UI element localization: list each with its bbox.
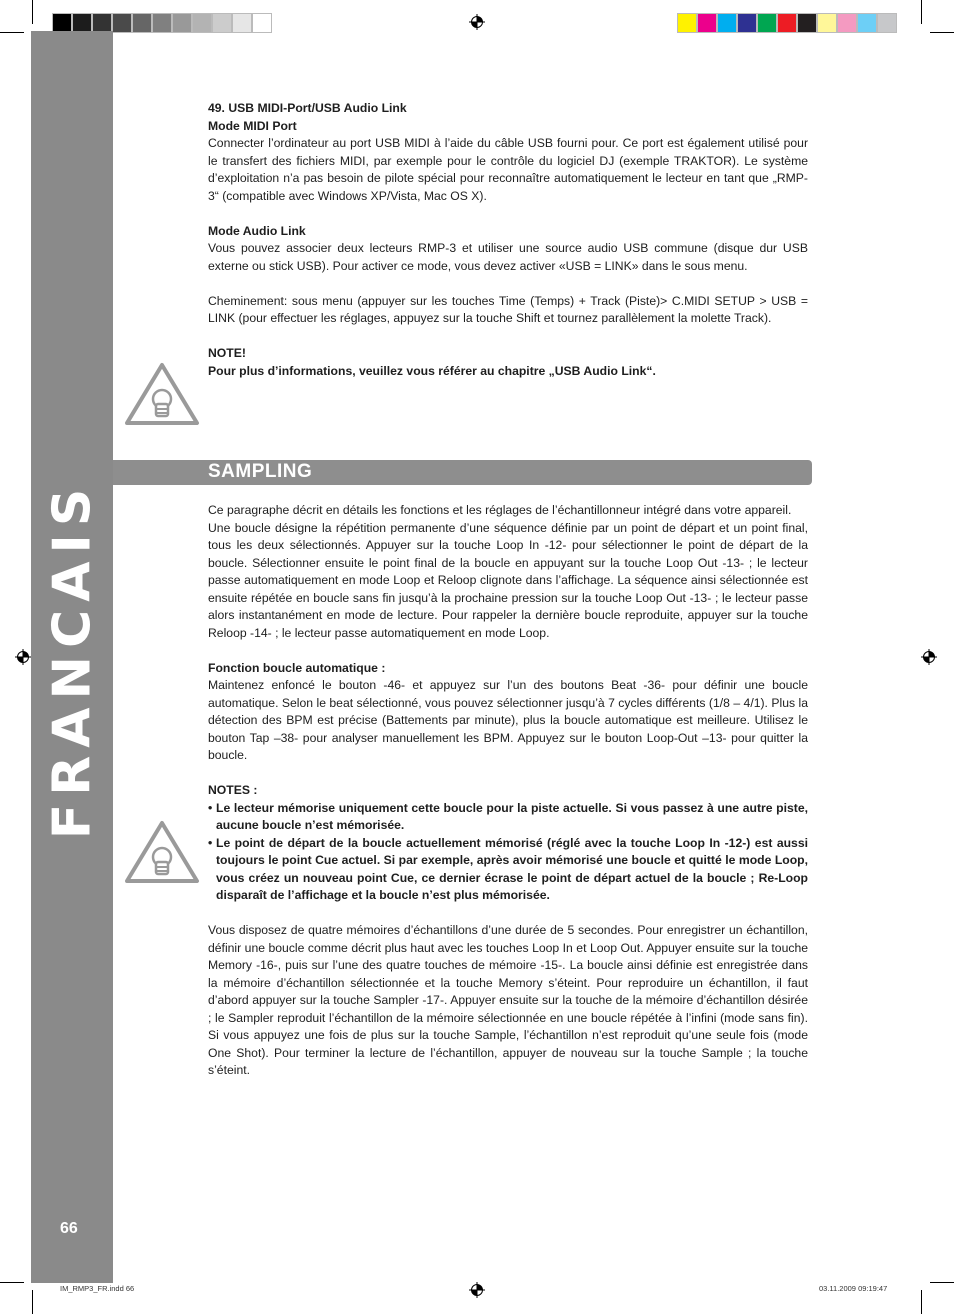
color-swatch: [172, 13, 192, 33]
registration-mark-icon: [15, 649, 31, 665]
sampling-intro: Ce paragraphe décrit en détails les fonctions et les réglages de l’échantillonneur intégré dans votre appareil.: [208, 503, 792, 517]
note-title: NOTE!: [208, 346, 246, 360]
process-color-bar: [677, 13, 897, 33]
color-swatch: [132, 13, 152, 33]
color-swatch: [837, 13, 857, 33]
registration-mark-icon: [921, 649, 937, 665]
notes-list: [208, 800, 808, 905]
color-swatch: [252, 13, 272, 33]
color-swatch: [152, 13, 172, 33]
color-swatch: [212, 13, 232, 33]
color-swatch: [817, 13, 837, 33]
color-swatch: [72, 13, 92, 33]
date-slug: 03.11.2009 09:19:47: [819, 1284, 888, 1293]
crop-mark: [0, 32, 24, 33]
sidebar-title: [31, 480, 113, 840]
file-slug: IM_RMP3_FR.indd 66: [60, 1284, 135, 1293]
color-swatch: [717, 13, 737, 33]
warning-lightbulb-icon: [124, 820, 200, 884]
usb-section: [208, 100, 808, 380]
note-text: Pour plus d’informations, veuillez vous référer au chapitre „USB Audio Link“.: [208, 363, 656, 378]
crop-mark: [930, 1282, 954, 1283]
crop-mark: [32, 1290, 33, 1314]
color-swatch: [92, 13, 112, 33]
color-swatch: [877, 13, 897, 33]
registration-mark-icon: [469, 1282, 485, 1298]
menu-path-text: Cheminement: sous menu (appuyer sur les touches Time (Temps) + Track (Piste)> C.MIDI SETUP > USB = LINK (pour effectuer les réglages, appuyez sur la touche Shift et tournez parallèlement la molette Track).: [208, 293, 808, 325]
crop-mark: [921, 1290, 922, 1314]
midi-mode-title: Mode MIDI Port: [208, 118, 297, 133]
section-heading: 49. USB MIDI-Port/USB Audio Link: [208, 101, 407, 115]
color-swatch: [757, 13, 777, 33]
crop-mark: [32, 0, 33, 24]
list-item: • Le lecteur mémorise uniquement cette boucle pour la piste actuelle. Si vous passez à une autre piste, aucune boucle n’est mémorisée.: [208, 800, 808, 835]
midi-mode-text: Connecter l’ordinateur au port USB MIDI à l’aide du câble USB fourni pour. Ce port est également utilisé pour le transfert des fichiers MIDI, par exemple pour le contrôle du logiciel DJ (exemple TRAKTOR). Le système d’exploitation n’a pas besoin de pilote spécial pour reconnaître automatiquement le lecteur en tant que „RMP-3“ (compatible avec Windows XP/Vista, Mac OS X).: [208, 136, 808, 203]
audio-mode-title: Mode Audio Link: [208, 223, 306, 238]
crop-mark: [0, 1282, 24, 1283]
sampling-title: SAMPLING: [208, 461, 313, 482]
auto-loop-text: Maintenez enfoncé le bouton -46- et appuyez sur l’un des boutons Beat -36- pour définir une boucle automatique. Selon le beat sélectionné, vous pouvez sélectionner jusqu’à 7 cycles différents (1/8 – 4/1). Plus la détection des BPM est précise (Battements par minute), plus la boucle automatique est meilleure. Utilisez le bouton Tap –38- pour analyser manuellement les BPM. Appuyez sur le bouton Loop-Out –13- pour quitter la boucle.: [208, 678, 808, 762]
auto-loop-title: Fonction boucle automatique :: [208, 660, 386, 675]
color-swatch: [797, 13, 817, 33]
crop-mark: [921, 0, 922, 24]
registration-mark-icon: [469, 14, 485, 30]
color-swatch: [677, 13, 697, 33]
page-number: 66: [60, 1220, 78, 1237]
sample-memory-text: Vous disposez de quatre mémoires d’échantillons d’une durée de 5 secondes. Pour enregistrer un échantillon, définir une boucle comme décrit plus haut avec les touches Loop In et Loop Out. Appuyer ensuite sur la touche Memory -16-, puis sur l’une des quatre touches de mémoire -15-. La boucle ainsi définie est enregistrée dans la mémoire d’échantillon sélectionnée et la touche Memory s’éteint. Pour reproduire un échantillon, il faut d’abord appuyer sur la touche Sampler -17-. Appuyer ensuite sur la touche de la mémoire d’échantillon désirée ; le Sampler reproduit l’échantillon de la mémoire sélectionnée en une boucle répétée à l’infini (mode sans fin). Si vous appuyez une fois de plus sur la touche Sample, l’échantillon n’est reproduit qu’une seule fois (mode One Shot). Pour terminer la lecture de l’échantillon, appuyer de nouveau sur la touche Sample ; la touche s’éteint.: [208, 923, 808, 1077]
list-item: • Le point de départ de la boucle actuellement mémorisé (réglé avec la touche Loop In -12-) est aussi toujours le point Cue actuel. Si par exemple, après avoir mémorisé une boucle et quitté le mode Loop, vous créez un nouveau point Cue, ce dernier écrase le point de départ actuel de la boucle ; Re-Loop disparaît de l’affichage et la boucle n’est plus mémorisée.: [208, 835, 808, 905]
section-banner: [113, 460, 812, 485]
sampling-section: [208, 502, 808, 1080]
color-swatch: [52, 13, 72, 33]
color-swatch: [697, 13, 717, 33]
loop-description: Une boucle désigne la répétition permanente d’une séquence définie par un point de départ et un point final, tous les deux sélectionnés. Appuyer sur la touche Loop In -12- pour sélectionner le point de départ de la boucle. Sélectionner ensuite le point final de la boucle en appuyant sur la touche Loop Out -13- ; le lecteur passe automatiquement en mode Loop et Reloop clignote dans l’affichage. La séquence ainsi sélectionnée est ensuite répétée en boucle sans fin jusqu’à la prochaine pression sur la touche Loop Out -13- ; le lecteur passe alors instantanément en mode de lecture. Pour rappeler la dernière boucle reproduite, appuyer sur la touche Reloop -14- ; le lecteur passe automatiquement en mode Loop.: [208, 520, 808, 640]
color-swatch: [777, 13, 797, 33]
crop-mark: [930, 32, 954, 33]
color-swatch: [737, 13, 757, 33]
notes-title: NOTES :: [208, 783, 258, 797]
warning-lightbulb-icon: [124, 362, 200, 426]
color-swatch: [857, 13, 877, 33]
color-swatch: [192, 13, 212, 33]
sidebar-title-text: FRANCAIS: [42, 480, 102, 840]
grayscale-color-bar: [52, 13, 272, 33]
color-swatch: [112, 13, 132, 33]
audio-mode-text: Vous pouvez associer deux lecteurs RMP-3 et utiliser une source audio USB commune (disque dur USB externe ou stick USB). Pour activer ce mode, vous devez activer «USB = LINK» dans le sous menu.: [208, 241, 808, 273]
color-swatch: [232, 13, 252, 33]
